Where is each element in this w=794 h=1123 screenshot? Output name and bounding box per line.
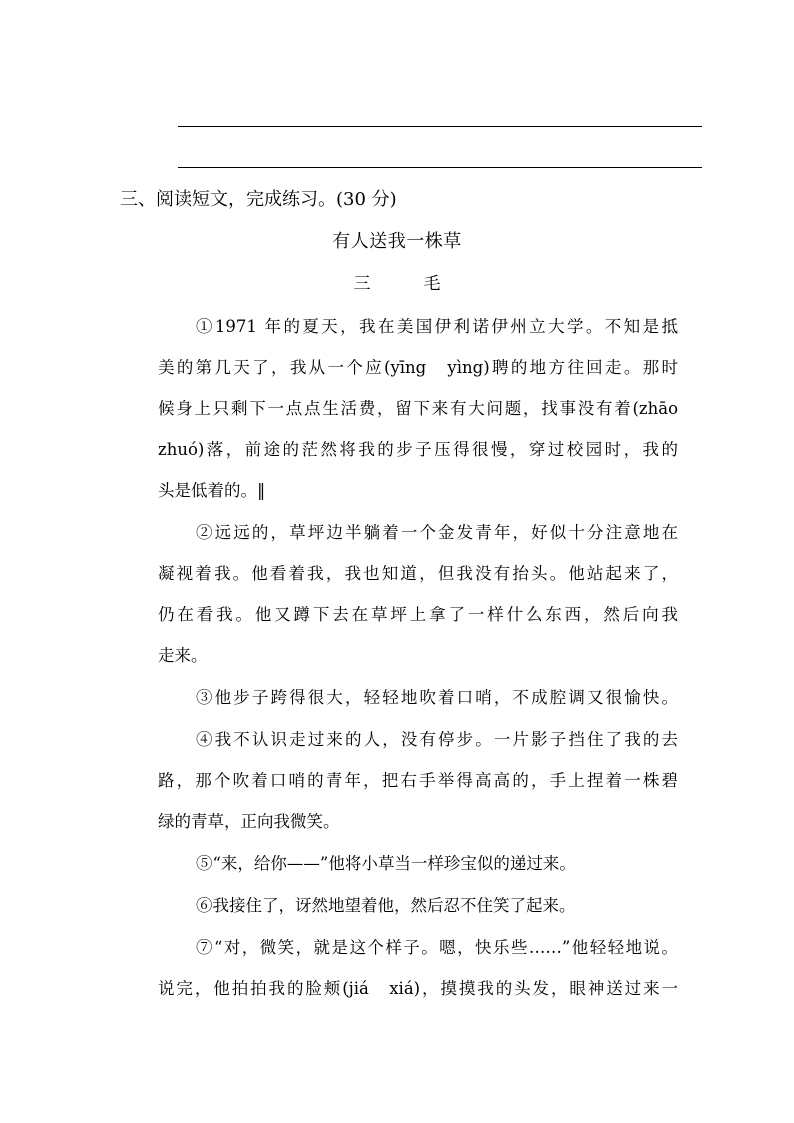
- paragraph-2-line-4: 走来。: [158, 646, 208, 665]
- article-title: 有人送我一株草: [332, 231, 462, 252]
- paragraph-7-line-1: ⑦“对，微笑，就是这个样子。嗯，快乐些……”他轻轻地说。: [196, 938, 678, 957]
- answer-line-2: [178, 167, 702, 168]
- paragraph-6-line-1: ⑥我接住了，讶然地望着他，然后忍不住笑了起来。: [196, 896, 576, 915]
- paragraph-1-line-1: ①1971 年的夏天，我在美国伊利诺伊州立大学。不知是抵: [196, 317, 678, 336]
- paragraph-2-line-2: 凝视着我。他看着我，我也知道，但我没有抬头。他站起来了，: [158, 564, 678, 583]
- paragraph-7-line-2: 说完，他拍拍我的脸颊(jiá xiá)，摸摸我的头发，眼神送过来一: [158, 979, 678, 998]
- paragraph-2-line-3: 仍在看我。他又蹲下去在草坪上拿了一样什么东西，然后向我: [158, 605, 678, 624]
- article-author: 三 毛: [353, 274, 459, 294]
- paragraph-1-line-3: 候身上只剩下一点点生活费，留下来有大问题，找事没有着(zhāo: [158, 399, 678, 418]
- paragraph-5-line-1: ⑤“来，给你——”他将小草当一样珍宝似的递过来。: [196, 854, 576, 873]
- paragraph-4-line-3: 绿的青草，正向我微笑。: [158, 812, 340, 831]
- paragraph-4-line-2: 路，那个吹着口哨的青年，把右手举得高高的，手上捏着一株碧: [158, 771, 678, 790]
- paragraph-4-line-1: ④我不认识走过来的人，没有停步。一片影子挡住了我的去: [196, 730, 678, 749]
- paragraph-1-line-5: 头是低着的。‖: [158, 481, 266, 500]
- section-heading: 三、阅读短文，完成练习。(30 分): [120, 189, 397, 210]
- paragraph-1-line-2: 美的第几天了，我从一个应(yīng yìng)聘的地方往回走。那时: [158, 358, 678, 377]
- paragraph-2-line-1: ②远远的，草坪边半躺着一个金发青年，好似十分注意地在: [196, 523, 678, 542]
- paragraph-3-line-1: ③他步子跨得很大，轻轻地吹着口哨，不成腔调又很愉快。: [196, 688, 678, 707]
- paragraph-1-line-4: zhuó)落，前途的茫然将我的步子压得很慢，穿过校园时，我的: [158, 440, 678, 459]
- answer-line-1: [178, 126, 702, 127]
